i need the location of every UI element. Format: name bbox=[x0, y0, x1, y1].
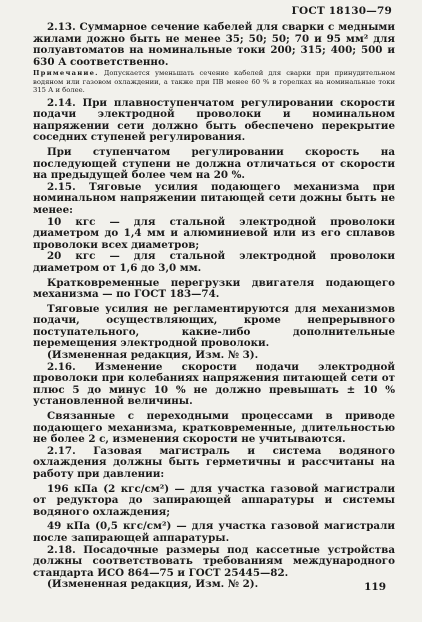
paragraph-overloads: Кратковременные перегрузки двигателя подающего механизма — по ГОСТ 183—74. bbox=[33, 276, 395, 301]
note-label: Примечание. bbox=[33, 69, 99, 78]
note-text: Допускается уменьшать сечение кабелей для сварки при принудительном водяном или газовом охлаждении, а также при ПВ менее 60 % в горелках на номинальные токи 315 А и более. bbox=[33, 69, 395, 95]
clause-2-13: 2.13. Суммарное сечение кабелей для сварки с медными жилами дожно быть не менее 35; 50; 50; 70 и 95 мм² для полуавтоматов на номинальные токи 200; 315; 400; 500 и 630 А соответственно. bbox=[33, 21, 395, 68]
page-number: 119 bbox=[364, 581, 386, 593]
note-2-13 bbox=[33, 69, 395, 94]
standard-code-header: ГОСТ 18130—79 bbox=[291, 5, 392, 17]
paragraph-196-kpa: 196 кПа (2 кгс/см²) — для участка газовой магистрали от редуктора до запирающей аппаратуры и системы водяного охлаждения; bbox=[33, 482, 395, 518]
clause-2-16: 2.16. Изменение скорости подачи электродной проволоки при колебаниях напряжения питающей сети от плюс 5 до минус 10 % не должно превышать ± 10 % установленной величины. bbox=[33, 360, 395, 408]
clause-2-18: 2.18. Посадочные размеры под кассетные устройства должны соответствовать требованиям международного стандарта ИСО 864—75 и ГОСТ 25445—82. bbox=[33, 543, 395, 579]
paragraph-20-kgs: 20 кгс — для стальной электродной проволоки диаметром от 1,6 до 3,0 мм. bbox=[33, 250, 395, 274]
clause-2-17: 2.17. Газовая магистраль и система водяного охлаждения должны быть герметичны и рассчитаны на работу при давлении: bbox=[33, 444, 395, 480]
paragraph-transient-processes: Связанные с переходными процессами в приводе подающего механизма, кратковременные, длительностью не более 2 с, изменения скорости не учитываются. bbox=[33, 410, 395, 446]
paragraph-stepped-regulation: При ступенчатом регулировании скорость на последующей ступени не должна отличаться от скорости на предыдущей более чем на 20 %. bbox=[33, 145, 395, 182]
paragraph-49-kpa: 49 кПа (0,5 кгс/см²) — для участка газовой магистрали после запирающей аппаратуры. bbox=[33, 520, 395, 544]
clause-2-15: 2.15. Тяговые усилия подающего механизма при номинальном напряжении питающей сети дожны быть не менее: bbox=[33, 180, 395, 216]
paragraph-10-kgs: 10 кгс — для стальной электродной проволоки диаметром до 1,4 мм и алюминиевой или из его сплавов проволоки всех диаметров; bbox=[33, 215, 395, 251]
amendment-note-3: (Измененная редакция, Изм. № 3). bbox=[47, 349, 259, 362]
clause-2-14: 2.14. При плавноступенчатом регулировании скорости подачи электродной проволоки и номинальном напряжении сети должно быть обеспечено перекрытие соседних ступеней регулирования. bbox=[33, 96, 395, 144]
body-text bbox=[33, 22, 395, 591]
amendment-note-2: (Измененная редакция, Изм. № 2). bbox=[47, 578, 259, 591]
paragraph-traction-not-regulated: Тяговые усилия не регламентируются для механизмов подачи, осуществляющих, кроме непрерывного поступательного, какие-либо дополнительные перемещения электродной проволоки. bbox=[33, 302, 395, 350]
